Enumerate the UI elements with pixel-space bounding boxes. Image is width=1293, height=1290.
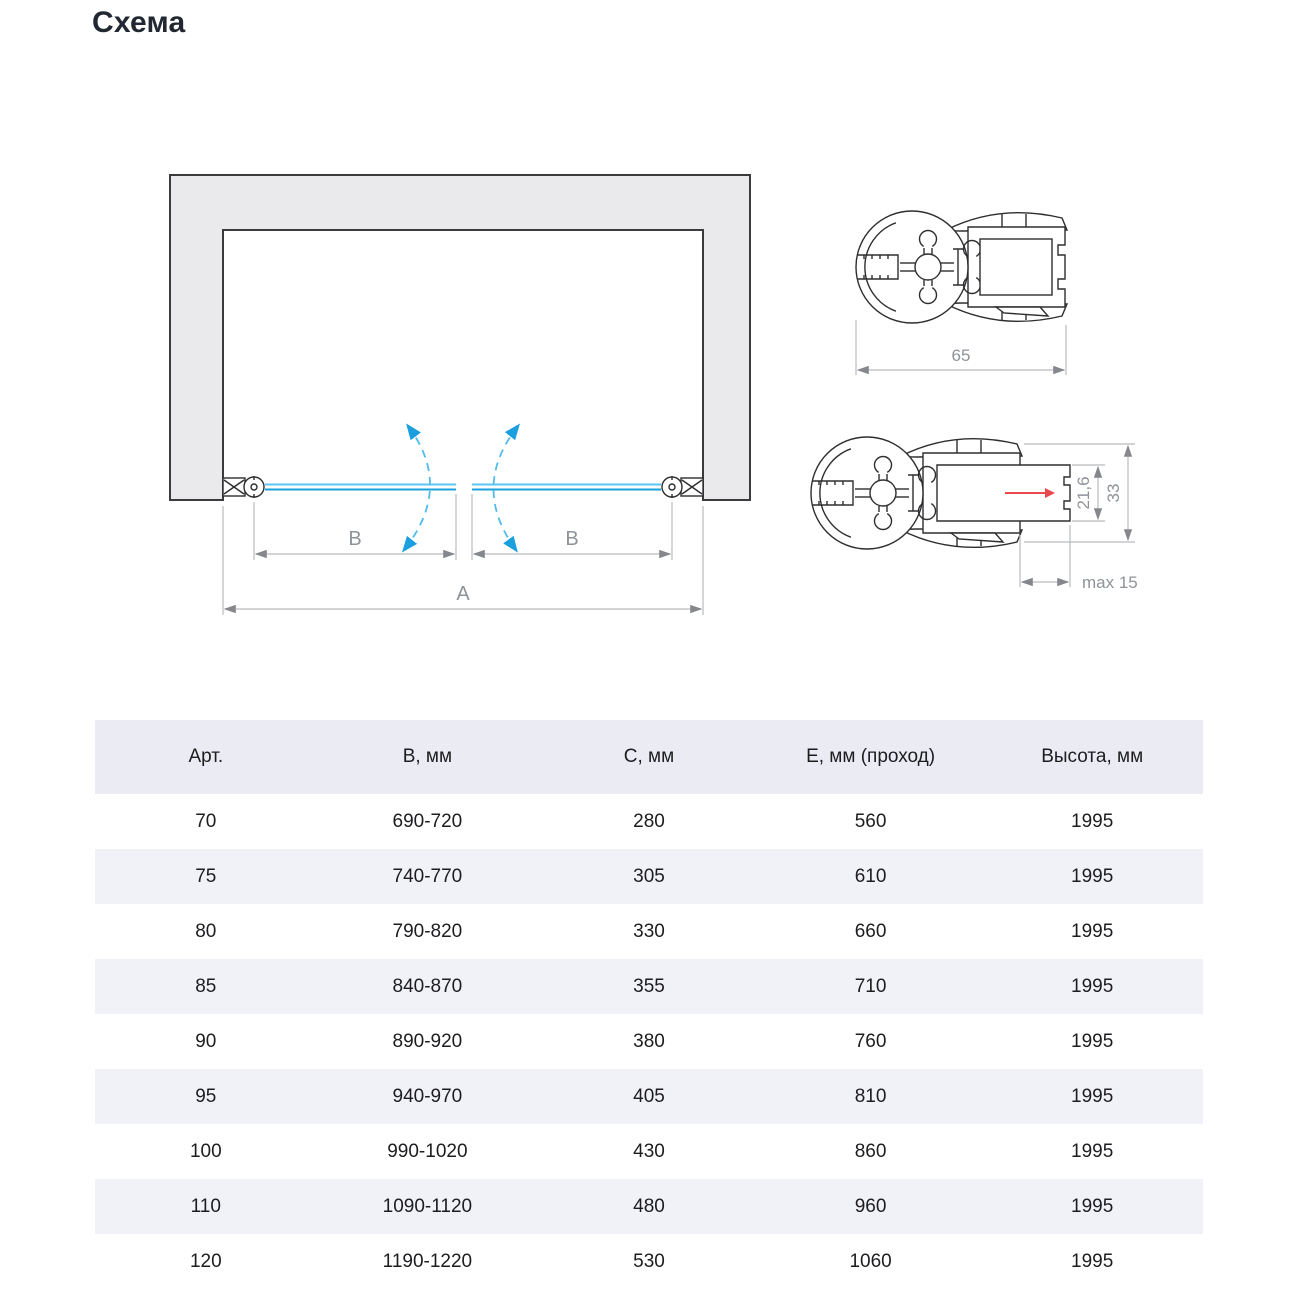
table-cell: 1995 [1071, 810, 1114, 832]
dimension-label-b-right: B [565, 528, 579, 550]
table-cell: 860 [854, 1140, 887, 1162]
table-cell: 740-770 [392, 865, 463, 887]
table-cell: 100 [189, 1140, 222, 1162]
table-cell: 710 [854, 975, 887, 997]
glass-panel-right [472, 485, 661, 490]
table-cell: 355 [633, 975, 665, 997]
dimension-label-21-6: 21,6 [1074, 476, 1093, 510]
table-cell: 430 [633, 1140, 665, 1162]
table-cell: 70 [195, 810, 217, 832]
swing-arc-left [404, 426, 430, 550]
table-cell: 840-870 [392, 975, 463, 997]
table-row [95, 959, 1203, 1014]
table-cell: 690-720 [392, 810, 463, 832]
swing-arc-right [493, 426, 518, 550]
column-header: С, мм [538, 720, 760, 794]
dimension-label-b-left: B [348, 528, 362, 550]
table-cell: 1995 [1071, 1085, 1114, 1107]
column-header: Высота, мм [981, 720, 1203, 794]
table-cell: 1995 [1071, 1030, 1114, 1052]
dimension-label-65: 65 [951, 346, 971, 365]
table-cell: 305 [633, 865, 665, 887]
table-row [95, 1124, 1203, 1179]
page-title: Схема [92, 6, 186, 39]
table-cell: 1995 [1071, 865, 1114, 887]
table-cell: 1995 [1071, 1250, 1114, 1272]
table-cell: 760 [854, 1030, 887, 1052]
wall-outline [170, 175, 750, 500]
profile-sections [795, 185, 1210, 615]
profile1-glass-channel [980, 239, 1052, 295]
profile-drawing-65 [856, 211, 1067, 375]
table-row [95, 1069, 1203, 1124]
spec-table-header [95, 720, 1203, 794]
table-row [95, 904, 1203, 959]
table-cell: 330 [633, 920, 665, 942]
table-cell: 1190-1220 [382, 1250, 473, 1272]
table-cell: 110 [190, 1195, 221, 1217]
column-header: Арт. [95, 720, 317, 794]
spec-table-wrap [95, 720, 1203, 1289]
table-cell: 95 [195, 1085, 217, 1107]
table-row [95, 1234, 1203, 1289]
table-cell: 1995 [1071, 1140, 1114, 1162]
dimension-label-max15: max 15 [1082, 573, 1138, 592]
table-cell: 990-1020 [387, 1140, 468, 1162]
table-cell: 280 [633, 810, 665, 832]
table-cell: 1060 [849, 1250, 892, 1272]
table-cell: 790-820 [392, 920, 463, 942]
table-cell: 120 [189, 1250, 222, 1272]
table-cell: 75 [195, 865, 217, 887]
profile-drawing-adjustable [811, 437, 1138, 592]
table-cell: 480 [633, 1195, 665, 1217]
table-row [95, 794, 1203, 849]
hinge-right [662, 476, 703, 498]
table-cell: 405 [633, 1085, 665, 1107]
table-row [95, 1179, 1203, 1234]
table-cell: 1995 [1071, 975, 1114, 997]
installation-diagram [150, 160, 780, 630]
table-cell: 80 [195, 920, 217, 942]
dimension-label-a: A [456, 583, 470, 605]
table-cell: 530 [633, 1250, 665, 1272]
table-cell: 660 [854, 920, 887, 942]
table-cell: 85 [195, 975, 217, 997]
table-cell: 960 [854, 1195, 887, 1217]
hinge-left [223, 476, 264, 498]
table-row [95, 1014, 1203, 1069]
column-header: Е, мм (проход) [760, 720, 982, 794]
table-cell: 1090-1120 [382, 1195, 473, 1217]
dimension-label-33: 33 [1104, 483, 1123, 503]
table-cell: 1995 [1071, 1195, 1114, 1217]
table-row [95, 849, 1203, 904]
table-cell: 90 [195, 1030, 217, 1052]
table-cell: 810 [854, 1085, 887, 1107]
table-cell: 610 [854, 865, 887, 887]
table-cell: 560 [854, 810, 887, 832]
column-header: В, мм [317, 720, 539, 794]
table-cell: 890-920 [392, 1030, 463, 1052]
glass-panel-left [265, 485, 456, 490]
table-cell: 1995 [1071, 920, 1114, 942]
table-cell: 940-970 [392, 1085, 463, 1107]
table-cell: 380 [633, 1030, 665, 1052]
spec-table [95, 720, 1203, 1289]
spec-table-body [95, 794, 1203, 1289]
